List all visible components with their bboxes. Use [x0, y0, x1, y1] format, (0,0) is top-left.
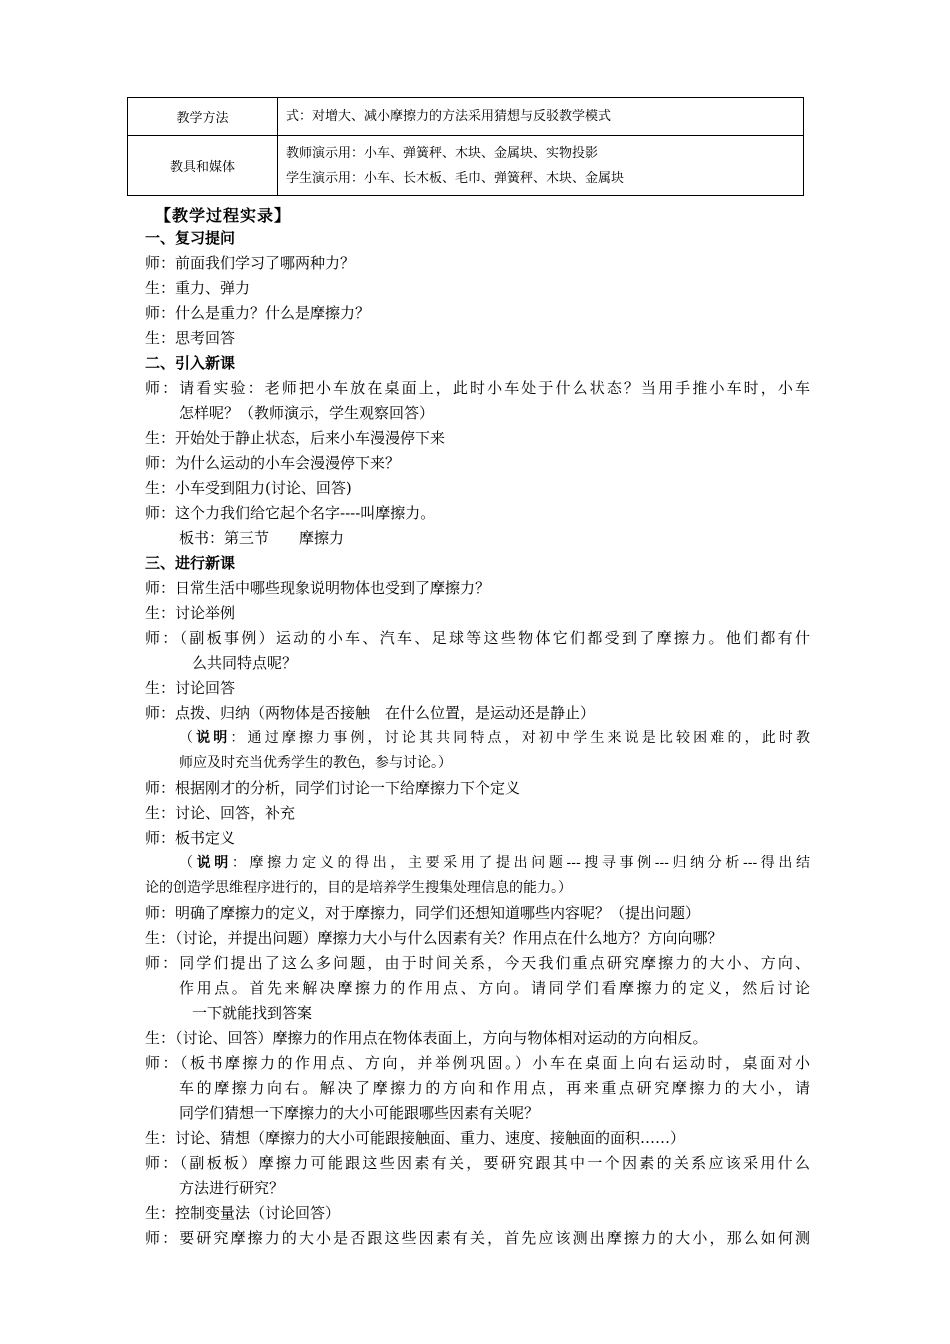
line-text: （讨论，并提出问题）摩擦力大小与什么因素有关？作用点在什么地方？方向向哪？ — [175, 929, 723, 947]
dialogue-line — [145, 276, 810, 301]
speaker-label: 师： — [145, 829, 176, 847]
speaker-label: 师： — [145, 954, 180, 972]
info-table — [127, 97, 804, 196]
dialogue-line — [145, 1026, 810, 1051]
line-text: 讨论、猜想（摩擦力的大小可能跟接触面、重力、速度、接触面的面积……） — [175, 1129, 686, 1147]
table-value-cell — [278, 98, 804, 136]
note-text: ：通过摩擦力事例，讨论其共同特点，对初中学生来说是比较困难的，此时教 — [230, 730, 811, 746]
speaker-label: 生： — [145, 1129, 176, 1147]
line-text: 板书定义 — [175, 829, 236, 847]
dialogue-line — [145, 826, 810, 851]
dialogue-line — [145, 1151, 810, 1176]
line-text: 明确了摩擦力的定义，对于摩擦力，同学们还想知道哪些内容呢？（提出问题） — [175, 904, 701, 922]
dialogue-line — [145, 801, 810, 826]
speaker-label: 师： — [145, 904, 176, 922]
table-value-line: 学生演示用：小车、长木板、毛巾、弹簧秤、木块、金属块 — [286, 170, 625, 186]
dialogue-line — [145, 1051, 810, 1076]
line-text: 讨论、回答，补充 — [175, 804, 296, 822]
note-label: 说明 — [196, 855, 232, 871]
speaker-label: 生： — [145, 1029, 176, 1047]
dialogue-continuation: 怎样呢？（教师演示，学生观察回答） — [179, 404, 435, 422]
dialogue-line — [145, 926, 810, 951]
line-text: 日常生活中哪些现象说明物体也受到了摩擦力？ — [175, 579, 491, 597]
dialogue-line — [145, 426, 810, 451]
line-text: （讨论、回答）摩擦力的作用点在物体表面上，方向与物体相对运动的方向相反。 — [175, 1029, 708, 1047]
dialogue-line — [145, 951, 810, 976]
dialogue-continuation: 一下就能找到答案 — [192, 1004, 313, 1022]
speaker-label: 生： — [145, 679, 176, 697]
line-text: 请看实验：老师把小车放在桌面上，此时小车处于什么状态？当用手推小车时，小车 — [179, 379, 810, 397]
dialogue-line — [145, 301, 810, 326]
dialogue-line — [145, 676, 810, 701]
dialogue-continuation: 车的摩擦力向右。解决了摩擦力的方向和作用点，再来重点研究摩擦力的大小，请 — [179, 1079, 810, 1097]
table-key-cell: 教具和媒体 — [128, 136, 278, 196]
explanation-note-continuation: 师应及时充当优秀学生的教色，参与讨论。） — [179, 755, 452, 771]
speaker-label: 师： — [145, 629, 180, 647]
explanation-note-continuation: 论的创造学思维程序进行的，目的是培养学生搜集处理信息的能力。） — [145, 880, 572, 896]
dialogue-line — [145, 1226, 810, 1251]
table-value-line: 教师演示用：小车、弹簧秤、木块、金属块、实物投影 — [286, 145, 599, 161]
speaker-label: 师： — [145, 1154, 180, 1172]
speaker-label: 生： — [145, 604, 176, 622]
speaker-label: 师： — [145, 454, 176, 472]
dialogue-line — [145, 476, 810, 501]
line-text: 控制变量法（讨论回答） — [175, 1204, 341, 1222]
section-heading: 【教学过程实录】 — [155, 206, 292, 225]
dialogue-continuation: 作用点。首先来解决摩擦力的作用点、方向。请同学们看摩擦力的定义，然后讨论 — [179, 979, 810, 997]
dialogue-line — [145, 326, 810, 351]
table-value-cell — [278, 136, 804, 196]
speaker-label: 生： — [145, 429, 176, 447]
speaker-label: 师： — [145, 1054, 180, 1072]
table-value-line: 式：对增大、减小摩擦力的方法采用猜想与反驳教学模式 — [286, 109, 612, 124]
dialogue-line — [145, 901, 810, 926]
dialogue-line — [145, 776, 810, 801]
dialogue-continuation: 方法进行研究？ — [179, 1179, 285, 1197]
line-text: 为什么运动的小车会漫漫停下来？ — [175, 454, 401, 472]
line-text: （副板板）摩擦力可能跟这些因素有关，要研究跟其中一个因素的关系应该采用什么 — [179, 1154, 810, 1172]
line-text: （板书摩擦力的作用点、方向，并举例巩固。）小车在桌面上向右运动时，桌面对小 — [180, 1054, 810, 1072]
line-text: 讨论回答 — [175, 679, 236, 697]
section-title: 三、进行新课 — [145, 554, 236, 572]
section-title: 一、复习提问 — [145, 229, 236, 247]
table-row — [128, 98, 804, 136]
dialogue-line — [145, 376, 810, 401]
dialogue-line — [145, 501, 810, 526]
line-text: 要研究摩擦力的大小是否跟这些因素有关，首先应该测出摩擦力的大小，那么如何测 — [179, 1229, 810, 1247]
line-text: （副板事例）运动的小车、汽车、足球等这些物体它们都受到了摩擦力。他们都有什 — [179, 629, 810, 647]
speaker-label: 师： — [145, 504, 176, 522]
speaker-label: 师： — [145, 304, 176, 322]
dialogue-line — [145, 701, 810, 726]
speaker-label: 师： — [145, 379, 180, 397]
explanation-note: （说明：通过摩擦力事例，讨论其共同特点，对初中学生来说是比较困难的，此时教 — [179, 730, 811, 746]
dialogue-line — [145, 251, 810, 276]
speaker-label: 师： — [145, 579, 176, 597]
line-text: 同学们提出了这么多问题，由于时间关系，今天我们重点研究摩擦力的大小、方向、 — [179, 954, 810, 972]
line-text: 开始处于静止状态，后来小车漫漫停下来 — [175, 429, 446, 447]
dialogue-line — [145, 1201, 810, 1226]
table-key-cell: 教学方法 — [128, 98, 278, 136]
speaker-label: 生： — [145, 279, 176, 297]
dialogue-line — [145, 626, 810, 651]
dialogue-line — [145, 451, 810, 476]
dialogue-line — [145, 1126, 810, 1151]
table-row — [128, 136, 804, 196]
section-title: 二、引入新课 — [145, 354, 236, 372]
speaker-label: 师： — [145, 704, 176, 722]
line-text: 小车受到阻力(讨论、回答) — [175, 479, 352, 497]
line-text: 什么是重力？什么是摩擦力？ — [175, 304, 371, 322]
speaker-label: 生： — [145, 329, 176, 347]
speaker-label: 师： — [145, 779, 176, 797]
note-label: 说明 — [196, 730, 231, 746]
transcript-body — [145, 226, 810, 1251]
line-text: 这个力我们给它起个名字----叫摩擦力。 — [175, 504, 436, 522]
dialogue-line — [145, 576, 810, 601]
dialogue-continuation: 么共同特点呢？ — [192, 654, 298, 672]
line-text: 前面我们学习了哪两种力？ — [175, 254, 356, 272]
speaker-label: 生： — [145, 1204, 176, 1222]
line-text: 思考回答 — [175, 329, 236, 347]
note-text: ：摩擦力定义的得出，主要采用了提出问题---搜寻事例---归纳分析---得出结 — [231, 855, 811, 871]
speaker-label: 师： — [145, 1229, 180, 1247]
speaker-label: 生： — [145, 804, 176, 822]
line-text: 重力、弹力 — [175, 279, 251, 297]
speaker-label: 生： — [145, 929, 176, 947]
line-text: 根据刚才的分析，同学们讨论一下给摩擦力下个定义 — [175, 779, 521, 797]
line-text: 讨论举例 — [175, 604, 236, 622]
dialogue-line — [145, 601, 810, 626]
explanation-note: （说明：摩擦力定义的得出，主要采用了提出问题---搜寻事例---归纳分析---得出结 — [179, 855, 811, 871]
speaker-label: 生： — [145, 479, 176, 497]
line-text: 点拨、归纳（两物体是否接触 在什么位置，是运动还是静止） — [175, 704, 596, 722]
dialogue-continuation: 同学们猜想一下摩擦力的大小可能跟哪些因素有关呢？ — [179, 1104, 540, 1122]
board-note: 板书：第三节 摩擦力 — [179, 529, 345, 547]
speaker-label: 师： — [145, 254, 176, 272]
